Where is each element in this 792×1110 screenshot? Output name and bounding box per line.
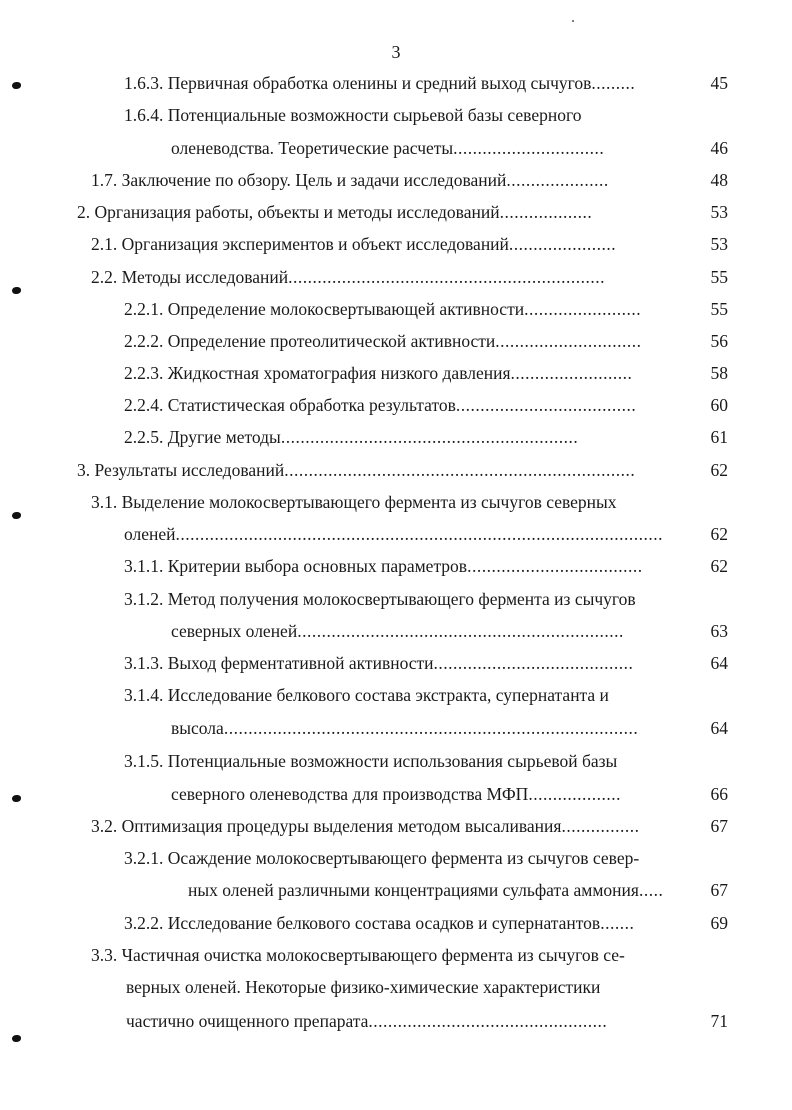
toc-entry[interactable]: частично очищенного препарата................................................. — [126, 1011, 608, 1031]
toc-entry[interactable]: оленей.................................................................................................... — [124, 524, 664, 544]
scan-speck — [572, 20, 574, 22]
toc-entry[interactable]: 3.1.5. Потенциальные возможности использования сырьевой базы — [124, 751, 618, 771]
toc-page-number: 62 — [710, 460, 728, 480]
toc-page-number: 67 — [710, 880, 728, 900]
toc-page-number: 62 — [710, 556, 728, 576]
toc-entry[interactable]: 3.1.4. Исследование белкового состава экстракта, супернатанта и — [124, 685, 609, 705]
toc-entry[interactable]: 3.1.1. Критерии выбора основных параметров.................................... — [124, 556, 643, 576]
binding-hole-mark — [12, 795, 21, 802]
toc-entry[interactable]: 2.2.3. Жидкостная хроматография низкого давления......................... — [124, 363, 633, 383]
toc-entry[interactable]: 3.1. Выделение молокосвертывающего фермента из сычугов северных — [91, 492, 617, 512]
binding-hole-mark — [12, 512, 21, 519]
toc-page-number: 64 — [710, 653, 728, 673]
toc-entry[interactable]: 3.1.2. Метод получения молокосвертывающего фермента из сычугов — [124, 589, 636, 609]
toc-entry[interactable]: северного оленеводства для производства МФП................... — [171, 784, 621, 804]
toc-entry[interactable]: ных оленей различными концентрациями сульфата аммония..... — [188, 880, 664, 900]
toc-entry[interactable]: 1.7. Заключение по обзору. Цель и задачи исследований..................... — [91, 170, 609, 190]
toc-page-number: 56 — [710, 331, 728, 351]
binding-hole-mark — [12, 1035, 21, 1042]
toc-entry[interactable]: 1.6.4. Потенциальные возможности сырьевой базы северного — [124, 105, 582, 125]
toc-entry[interactable]: высола..................................................................................... — [171, 718, 639, 738]
toc-entry[interactable]: 3.3. Частичная очистка молокосвертывающего фермента из сычугов се- — [91, 945, 625, 965]
toc-entry[interactable]: оленеводства. Теоретические расчеты............................... — [171, 138, 605, 158]
toc-entry[interactable]: северных оленей................................................................... — [171, 621, 624, 641]
toc-page-number: 66 — [710, 784, 728, 804]
toc-entry[interactable]: 3.1.3. Выход ферментативной активности......................................... — [124, 653, 634, 673]
toc-entry[interactable]: 2.1. Организация экспериментов и объект исследований...................... — [91, 234, 617, 254]
toc-page-number: 45 — [710, 73, 728, 93]
toc-page-number: 48 — [710, 170, 728, 190]
toc-entry[interactable]: 2.2.5. Другие методы............................................................. — [124, 427, 579, 447]
toc-entry[interactable]: 3.2.2. Исследование белкового состава осадков и супернатантов....... — [124, 913, 635, 933]
toc-page-number: 61 — [710, 427, 728, 447]
toc-entry[interactable]: 2.2.2. Определение протеолитической активности.............................. — [124, 331, 642, 351]
toc-entry[interactable]: 1.6.3. Первичная обработка оленины и средний выход сычугов......... — [124, 73, 636, 93]
toc-page-number: 63 — [710, 621, 728, 641]
toc-entry[interactable]: 2.2.4. Статистическая обработка результатов..................................... — [124, 395, 637, 415]
toc-page-number: 62 — [710, 524, 728, 544]
toc-page-number: 71 — [710, 1011, 728, 1031]
toc-page-number: 53 — [710, 234, 728, 254]
binding-hole-mark — [12, 287, 21, 294]
toc-page-number: 60 — [710, 395, 728, 415]
toc-entry[interactable]: 2. Организация работы, объекты и методы исследований................... — [77, 202, 593, 222]
toc-page-number: 67 — [710, 816, 728, 836]
binding-hole-mark — [12, 82, 21, 89]
toc-page-number: 64 — [710, 718, 728, 738]
toc-page-number: 55 — [710, 299, 728, 319]
toc-entry[interactable]: 3.2.1. Осаждение молокосвертывающего фермента из сычугов север- — [124, 848, 640, 868]
toc-page-number: 53 — [710, 202, 728, 222]
toc-entry[interactable]: 2.2.1. Определение молокосвертывающей активности........................ — [124, 299, 642, 319]
toc-page-number: 58 — [710, 363, 728, 383]
toc-page-number: 46 — [710, 138, 728, 158]
toc-page-number: 55 — [710, 267, 728, 287]
page-number: 3 — [391, 42, 401, 62]
toc-entry[interactable]: верных оленей. Некоторые физико-химические характеристики — [126, 977, 601, 997]
toc-page-number: 69 — [710, 913, 728, 933]
toc-entry[interactable]: 3. Результаты исследований........................................................................ — [77, 460, 636, 480]
toc-entry[interactable]: 3.2. Оптимизация процедуры выделения методом высаливания................ — [91, 816, 640, 836]
toc-entry[interactable]: 2.2. Методы исследований................................................................. — [91, 267, 606, 287]
